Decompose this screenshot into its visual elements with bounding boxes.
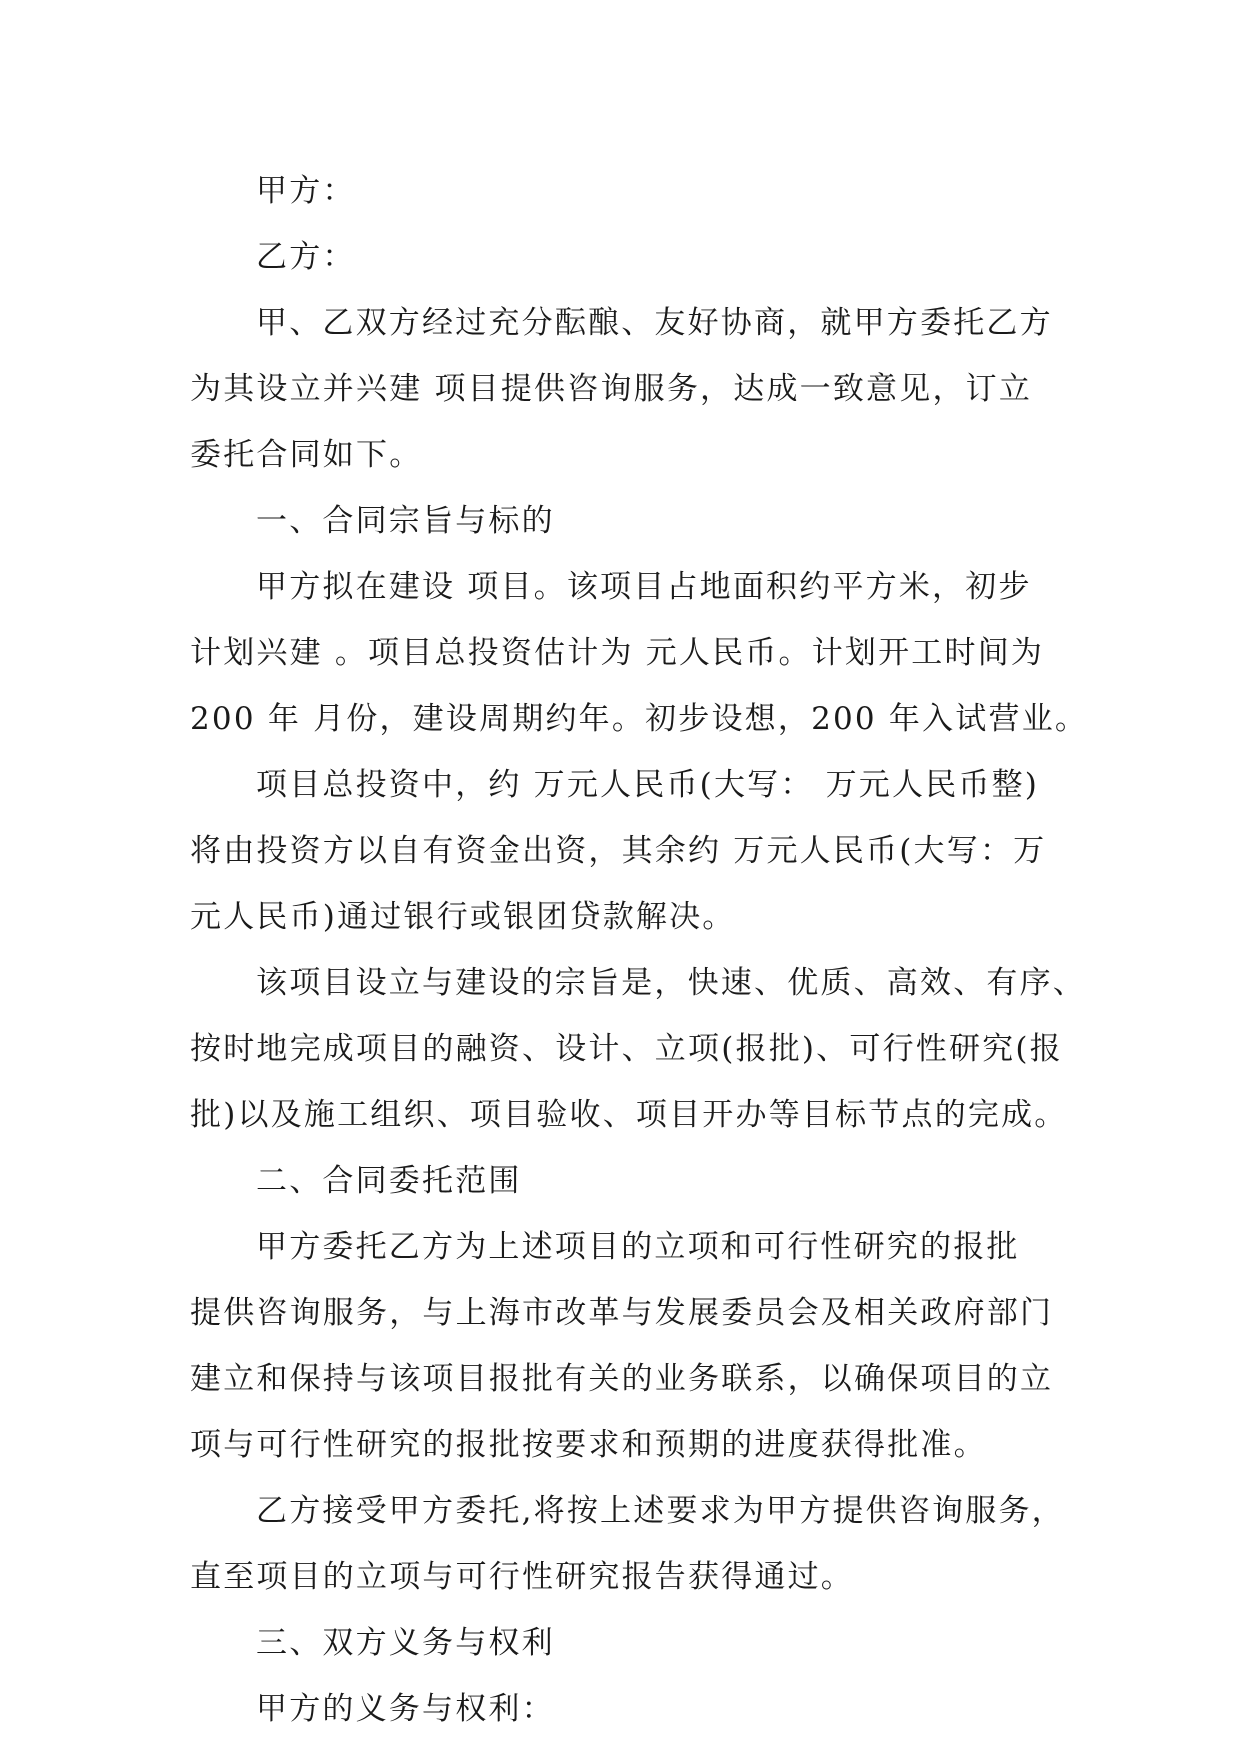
paragraph-line: 200 年 月份，建设周期约年。初步设想，200 年入试营业。 — [190, 701, 1089, 737]
preamble-line: 甲、乙双方经过充分酝酿、友好协商，就甲方委托乙方 — [256, 305, 1053, 341]
document-body — [190, 158, 1089, 1742]
paragraph-line: 按时地完成项目的融资、设计、立项(报批)、可行性研究(报 — [190, 1031, 1063, 1067]
paragraph-line: 将由投资方以自有资金出资，其余约 万元人民币(大写：万 — [190, 833, 1047, 869]
paragraph-line: 乙方接受甲方委托,将按上述要求为甲方提供咨询服务， — [256, 1493, 1065, 1529]
section-heading-3: 三、双方义务与权利 — [256, 1625, 555, 1661]
preamble-line: 为其设立并兴建 项目提供咨询服务，达成一致意见，订立 — [190, 371, 1033, 407]
paragraph-line: 项目总投资中，约 万元人民币(大写： 万元人民币整) — [256, 767, 1040, 803]
paragraph-line: 计划兴建 。项目总投资估计为 元人民币。计划开工时间为 — [190, 635, 1045, 671]
paragraph-line: 建立和保持与该项目报批有关的业务联系，以确保项目的立 — [190, 1361, 1054, 1397]
party-a-line: 甲方： — [256, 173, 356, 209]
section-heading-1: 一、合同宗旨与标的 — [256, 503, 555, 539]
paragraph-line: 甲方拟在建设 项目。该项目占地面积约平方米，初步 — [256, 569, 1032, 605]
paragraph-line: 项与可行性研究的报批按要求和预期的进度获得批准。 — [190, 1427, 987, 1463]
paragraph-line: 该项目设立与建设的宗旨是，快速、优质、高效、有序、 — [256, 965, 1086, 1001]
paragraph-line: 提供咨询服务，与上海市改革与发展委员会及相关政府部门 — [190, 1295, 1054, 1331]
paragraph-line: 批)以及施工组织、项目验收、项目开办等目标节点的完成。 — [190, 1097, 1068, 1133]
subheading-line: 甲方的义务与权利： — [256, 1691, 555, 1727]
section-heading-2: 二、合同委托范围 — [256, 1163, 522, 1199]
preamble-line: 委托合同如下。 — [190, 437, 423, 473]
paragraph-line: 甲方委托乙方为上述项目的立项和可行性研究的报批 — [256, 1229, 1020, 1265]
paragraph-line: 元人民币)通过银行或银团贷款解决。 — [190, 899, 736, 935]
paragraph-line: 直至项目的立项与可行性研究报告获得通过。 — [190, 1559, 854, 1595]
party-b-line: 乙方： — [256, 239, 356, 275]
